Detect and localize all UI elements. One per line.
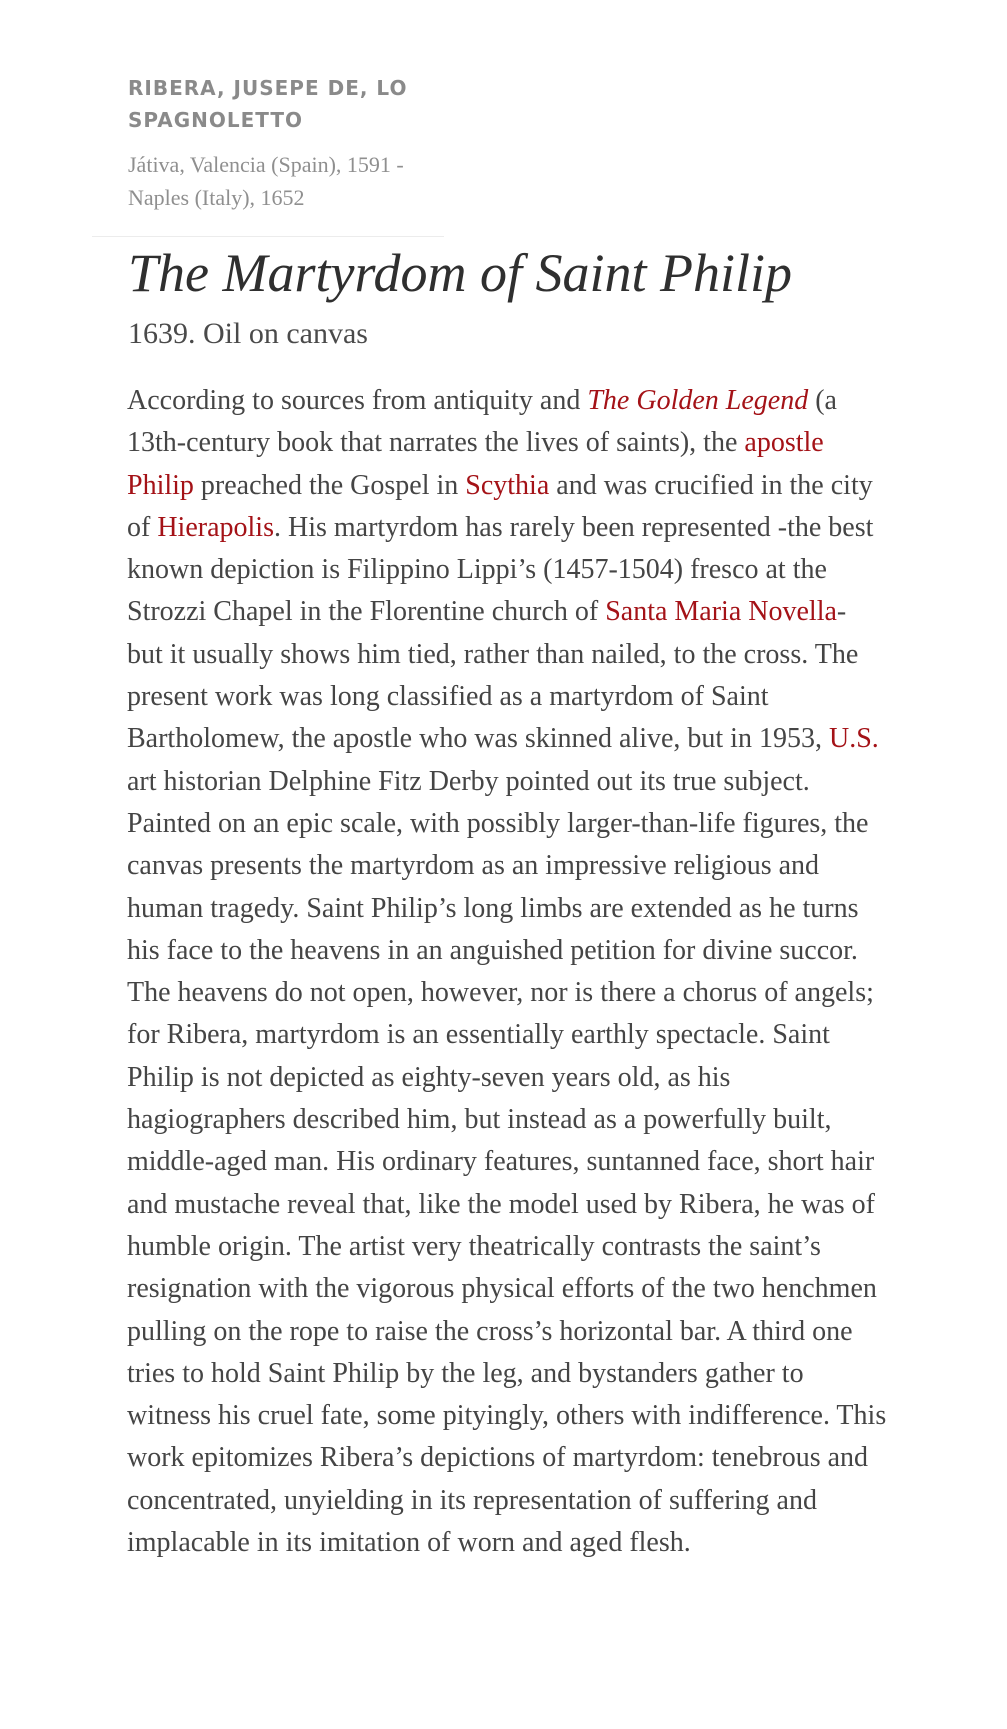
link-us[interactable]: U.S. [828,723,879,755]
description-text: . His martyrdom has rarely been represented -the best known depiction is Filippino Lippi’s (1457-1504) fresco at the Strozzi Chapel in the Florentine church of [127,511,874,628]
link-santa-maria-novella[interactable]: Santa Maria Novella [605,596,837,628]
artist-name[interactable]: RIBERA, JUSEPE DE, LO SPAGNOLETTO [128,76,408,132]
link-hierapolis[interactable]: Hierapolis [157,511,274,543]
artist-card[interactable] [92,62,444,237]
artwork-description [127,380,887,1564]
description-text: art historian Delphine Fitz Derby pointed out its true subject. Painted on an epic scale, with possibly larger-than-life figures, the canvas presents the martyrdom as an impressive religious and human tragedy. Saint Philip’s long limbs are extended as he turns his face to the heavens in an anguished petition for divine succor. The heavens do not open, however, nor is there a chorus of angels; for Ribera, martyrdom is an essentially earthly spectacle. Saint Philip is not depicted as eighty-seven years old, as his hagiographers described him, but instead as a powerfully built, middle-aged man. His ordinary features, suntanned face, short hair and mustache reveal that, like the model used by Ribera, he was of humble origin. The artist very theatrically contrasts the saint’s resignation with the vigorous physical efforts of the two henchmen pulling on the rope to raise the cross’s horizontal bar. A third one tries to hold Saint Philip by the leg, and bystanders gather to witness his cruel fate, some pityingly, others with indifference. This work epitomizes Ribera’s depictions of martyrdom: tenebrous and concentrated, unyielding in its representation of suffering and implacable in its imitation of worn and aged flesh. [127,765,887,1559]
description-text: (a 13th-century book that narrates the lives of saints), the [127,385,837,459]
link-apostle-philip[interactable]: apostle Philip [127,427,824,501]
artwork-date-medium: 1639. Oil on canvas [128,317,368,350]
link-golden-legend[interactable]: The Golden Legend [587,385,809,416]
description-text: and was crucified in the city of [127,469,873,543]
artwork-title: The Martyrdom of Saint Philip [128,243,792,303]
link-scythia[interactable]: Scythia [465,469,550,501]
artist-lifespan: Játiva, Valencia (Spain), 1591 - Naples (Italy), 1652 [128,152,404,210]
description-text: - but it usually shows him tied, rather than nailed, to the cross. The present work was long classified as a martyrdom of Saint Bartholomew, the apostle who was skinned alive, but in 1953, [127,596,859,755]
description-text: According to sources from antiquity and [127,385,588,416]
description-text: preached the Gospel in [193,469,466,501]
